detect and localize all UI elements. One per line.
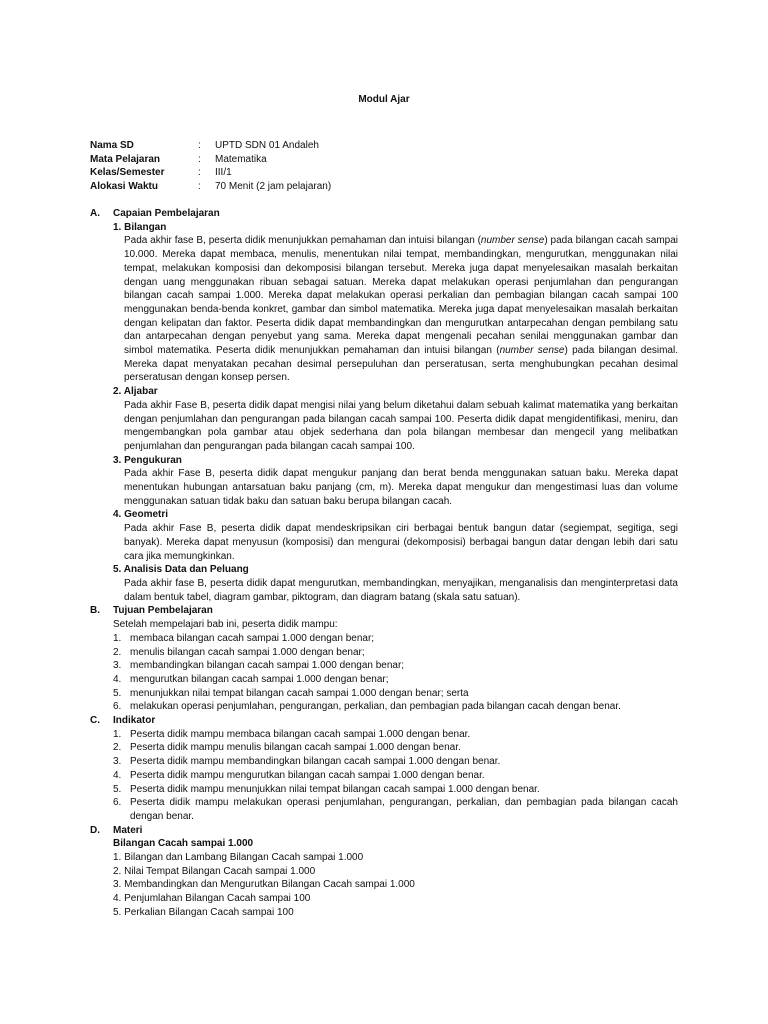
subsection-paragraph: Pada akhir Fase B, peserta didik dapat mendeskripsikan ciri berbagai bentuk bangun datar (segiempat, segitiga, segi banyak). Mereka dapat menyusun (komposisi) dan mengurai (dekomposisi) berbagai bangun datar dengan lebih dari satu cara jika memungkinkan. bbox=[124, 523, 678, 562]
meta-label: Kelas/Semester bbox=[90, 167, 165, 179]
meta-colon: : bbox=[198, 167, 201, 179]
subsection-paragraph: Pada akhir Fase B, peserta didik dapat mengukur panjang dan berat benda menggunakan satuan baku. Mereka dapat menentukan hubungan antarsatuan baku panjang (cm, m). Mereka dapat mengukur dan mengestimasi luas dan volume menggunakan satuan tidak baku dan satuan baku berupa bilangan cacah. bbox=[124, 468, 678, 507]
meta-label: Mata Pelajaran bbox=[90, 153, 161, 165]
document-body bbox=[90, 207, 678, 920]
list-text: mengurutkan bilangan cacah sampai 1.000 dengan benar; bbox=[130, 673, 389, 685]
materi-item: 3. Membandingkan dan Mengurutkan Bilangan Cacah sampai 1.000 bbox=[113, 879, 415, 891]
meta-value: Matematika bbox=[215, 153, 267, 165]
materi-item: 4. Penjumlahan Bilangan Cacah sampai 100 bbox=[113, 893, 311, 905]
meta-row-class bbox=[90, 166, 331, 180]
paragraph-text: ) pada bilangan desimal. Mereka dapat menyatakan pecahan desimal persepuluhan dan perseratusan, serta menghubungkan pecahan desimal perseratusan dengan konsep persen. bbox=[124, 345, 678, 384]
meta-value: UPTD SDN 01 Andaleh bbox=[215, 140, 319, 151]
identity-block bbox=[90, 139, 331, 194]
section-title: Materi bbox=[113, 824, 143, 836]
section-letter: B. bbox=[90, 605, 100, 617]
section-heading-tujuan bbox=[90, 604, 678, 618]
subsection-paragraph: Pada akhir Fase B, peserta didik dapat mengisi nilai yang belum diketahui dalam sebuah kalimat matematika yang berkaitan dengan penjumlahan dan pengurangan pada bilangan cacah sampai 100. Peserta didik dapat mengidentifikasi, meniru, dan mengembangkan pola gambar atau objek sederhana dan pola bilangan membesar dan mengecil yang melibatkan penjumlahan dan pengurangan pada bilangan cacah sampai 100. bbox=[124, 399, 678, 452]
list-item bbox=[113, 687, 678, 701]
subsection-heading: 5. Analisis Data dan Peluang bbox=[113, 564, 249, 576]
section-heading-indikator bbox=[90, 714, 678, 728]
list-text: membandingkan bilangan cacah sampai 1.000 dengan benar; bbox=[130, 660, 405, 672]
meta-value: III/1 bbox=[215, 167, 232, 179]
paragraph-text: Pada akhir fase B, peserta didik menunjukkan pemahaman dan intuisi bilangan ( bbox=[124, 235, 481, 247]
list-number: 2. bbox=[113, 646, 122, 658]
section-letter: A. bbox=[90, 208, 100, 219]
list-number: 5. bbox=[113, 783, 122, 795]
list-item bbox=[113, 728, 678, 742]
subsection-heading: 3. Pengukuran bbox=[113, 454, 182, 466]
list-text: Peserta didik mampu membaca bilangan cacah sampai 1.000 dengan benar. bbox=[130, 728, 471, 740]
italic-term: number sense bbox=[499, 345, 565, 357]
list-number: 6. bbox=[113, 797, 122, 809]
section-letter: D. bbox=[90, 824, 100, 836]
meta-row-school bbox=[90, 139, 331, 153]
subsection-heading: 4. Geometri bbox=[113, 509, 169, 521]
section-heading-capaian bbox=[90, 207, 678, 221]
list-text: membaca bilangan cacah sampai 1.000 dengan benar; bbox=[130, 632, 375, 644]
subsection-paragraph: Pada akhir fase B, peserta didik dapat mengurutkan, membandingkan, menyajikan, menganalisis dan menginterpretasi data dalam bentuk tabel, diagram gambar, piktogram, dan diagram batang (skala satu satuan). bbox=[124, 577, 678, 603]
list-item bbox=[113, 783, 678, 797]
subsection-heading: 1. Bilangan bbox=[113, 221, 167, 233]
list-number: 6. bbox=[113, 701, 122, 713]
objectives-list bbox=[90, 632, 678, 714]
list-text: Peserta didik mampu menulis bilangan cacah sampai 1.000 dengan benar. bbox=[130, 742, 461, 754]
list-item bbox=[113, 646, 678, 660]
list-item bbox=[113, 673, 678, 687]
subsection-heading: 2. Aljabar bbox=[113, 386, 158, 398]
list-number: 2. bbox=[113, 742, 122, 754]
list-text: Peserta didik mampu membandingkan bilangan cacah sampai 1.000 dengan benar. bbox=[130, 756, 501, 768]
list-text: menunjukkan nilai tempat bilangan cacah sampai 1.000 dengan benar; serta bbox=[130, 687, 469, 699]
list-item bbox=[113, 632, 678, 646]
indicator-list bbox=[90, 728, 678, 824]
subsection-paragraph bbox=[113, 234, 678, 385]
list-item bbox=[113, 755, 678, 769]
meta-value: 70 Menit (2 jam pelajaran) bbox=[215, 181, 332, 193]
list-item bbox=[113, 700, 678, 714]
list-text: melakukan operasi penjumlahan, pengurangan, perkalian, dan pembagian pada bilangan cacah dengan benar. bbox=[130, 701, 621, 713]
subsection-analisis-data bbox=[90, 563, 678, 604]
meta-row-time bbox=[90, 180, 331, 194]
list-number: 5. bbox=[113, 687, 122, 699]
meta-row-subject bbox=[90, 153, 331, 167]
list-number: 3. bbox=[113, 660, 122, 672]
italic-term: number sense bbox=[480, 235, 545, 247]
materi-item: 2. Nilai Tempat Bilangan Cacah sampai 1.000 bbox=[113, 865, 316, 877]
list-text: Peserta didik mampu menunjukkan nilai tempat bilangan cacah sampai 1.000 dengan benar. bbox=[130, 783, 540, 795]
subsection-geometri bbox=[90, 508, 678, 563]
list-item bbox=[113, 741, 678, 755]
materi-subtitle: Bilangan Cacah sampai 1.000 bbox=[113, 838, 254, 850]
subsection-aljabar bbox=[90, 385, 678, 454]
list-text: Peserta didik mampu mengurutkan bilangan cacah sampai 1.000 dengan benar. bbox=[130, 769, 485, 781]
meta-label: Nama SD bbox=[90, 140, 134, 151]
section-title: Tujuan Pembelajaran bbox=[113, 605, 213, 617]
section-title: Capaian Pembelajaran bbox=[113, 208, 220, 219]
materi-item: 1. Bilangan dan Lambang Bilangan Cacah sampai 1.000 bbox=[113, 852, 364, 864]
list-item bbox=[113, 796, 678, 823]
section-heading-materi bbox=[90, 824, 678, 838]
list-item bbox=[113, 769, 678, 783]
materi-item: 5. Perkalian Bilangan Cacah sampai 100 bbox=[113, 906, 294, 918]
section-intro: Setelah mempelajari bab ini, peserta didik mampu: bbox=[113, 619, 338, 631]
meta-label: Alokasi Waktu bbox=[90, 181, 158, 193]
list-item bbox=[113, 659, 678, 673]
list-text: menulis bilangan cacah sampai 1.000 dengan benar; bbox=[130, 646, 365, 658]
subsection-bilangan bbox=[90, 221, 678, 385]
section-letter: C. bbox=[90, 715, 100, 727]
paragraph-text: ) pada bilangan cacah sampai 10.000. Mereka dapat membaca, menulis, menentukan nilai tempat, membandingkan, mengurutkan, menggunakan nilai tempat, melakukan komposisi dan dekomposisi bilangan tersebut. Mereka juga dapat menyelesaikan masalah berkaitan dengan uang menggunakan ribuan sebagai satuan. Mereka dapat melakukan operasi penjumlahan dan pengurangan bilangan cacah sampai 1.000. Mereka dapat melakukan operasi perkalian dan pembagian bilangan cacah sampai 100 menggunakan benda-benda konkret, gambar dan simbol matematika. Mereka juga dapat menyelesaikan masalah berkaitan dengan kelipatan dan faktor. Peserta didik dapat membandingkan dan mengurutkan antarpecahan dengan pembilang satu dan antarpecahan dengan penyebut yang sama. Mereka dapat mengenali pecahan senilai menggunakan gambar dan simbol matematika. Peserta didik menunjukkan pemahaman dan intuisi bilangan ( bbox=[124, 235, 678, 357]
meta-colon: : bbox=[198, 140, 201, 151]
meta-colon: : bbox=[198, 181, 201, 193]
document-title: Modul Ajar bbox=[358, 94, 410, 105]
list-number: 1. bbox=[113, 728, 122, 740]
list-number: 3. bbox=[113, 756, 122, 768]
meta-colon: : bbox=[198, 153, 201, 165]
list-number: 1. bbox=[113, 632, 122, 644]
list-number: 4. bbox=[113, 769, 122, 781]
list-number: 4. bbox=[113, 673, 122, 685]
subsection-pengukuran bbox=[90, 454, 678, 509]
section-title: Indikator bbox=[113, 715, 156, 727]
list-text: Peserta didik mampu melakukan operasi penjumlahan, pengurangan, perkalian, dan pembagian pada bilangan cacah dengan benar. bbox=[130, 797, 678, 822]
